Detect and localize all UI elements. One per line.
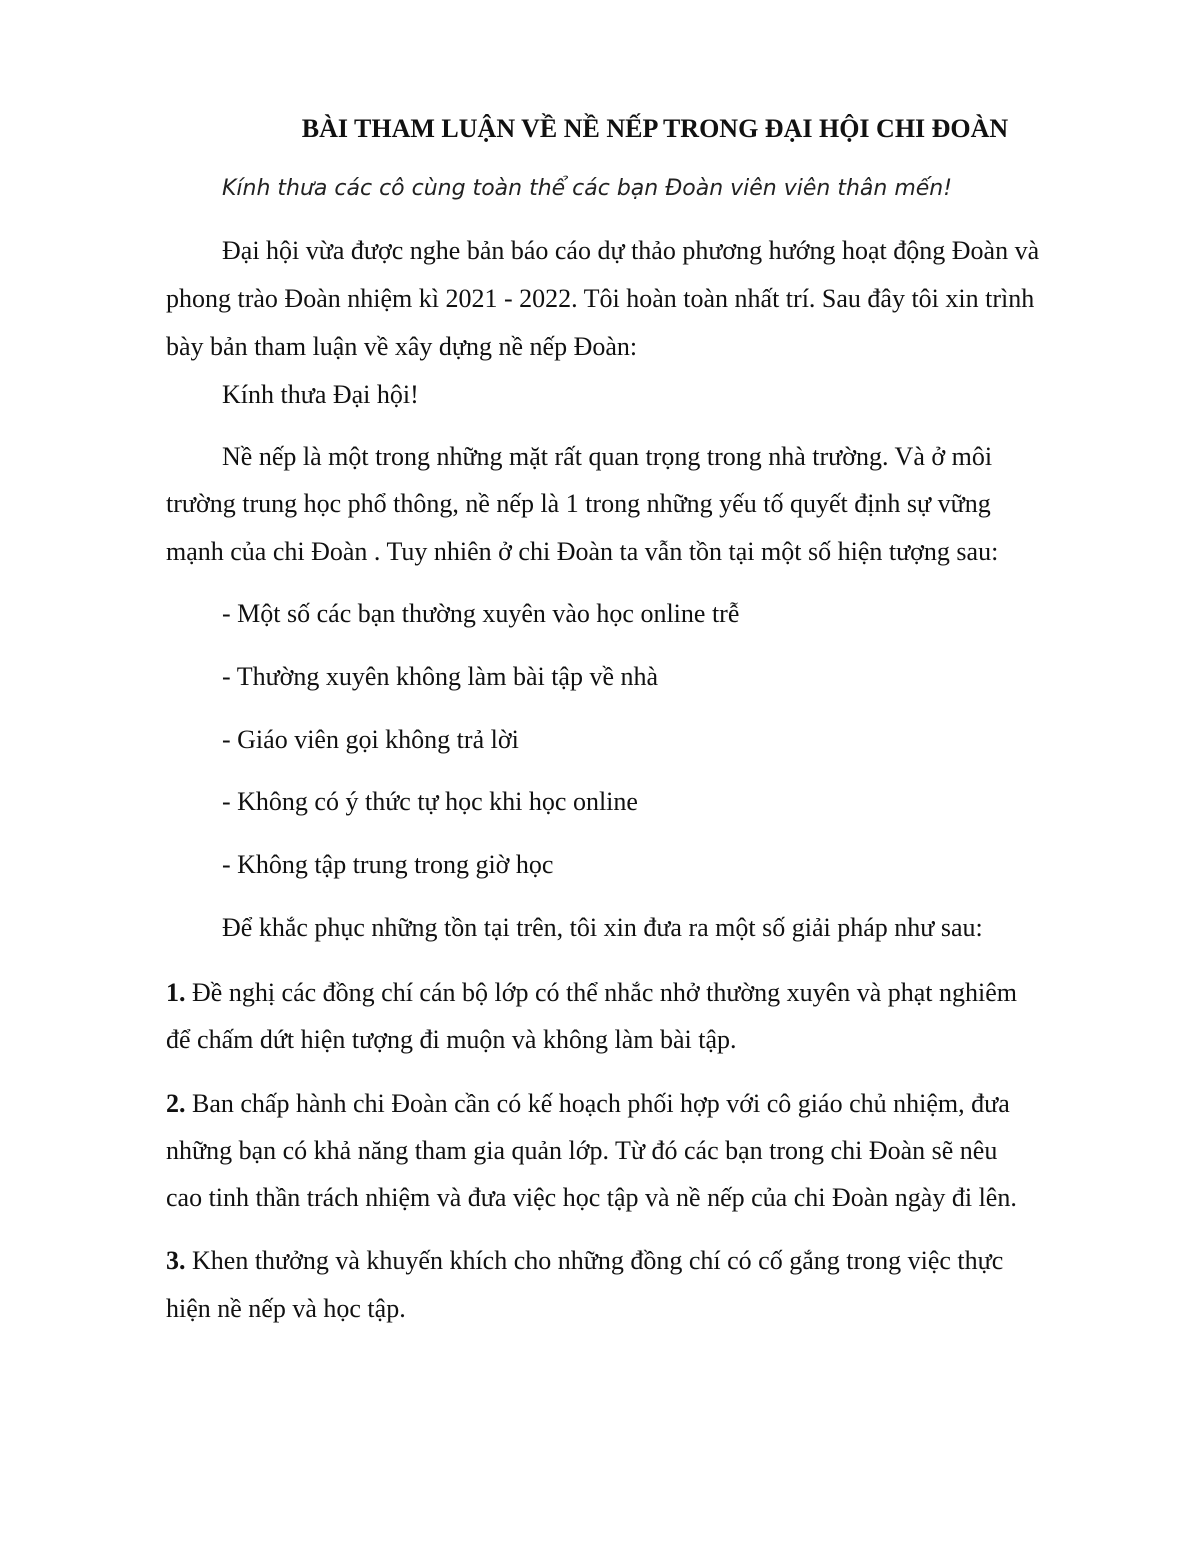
solution-2-line-3: cao tinh thần trách nhiệm và đưa việc học tập và nề nếp của chi Đoàn ngày đi lên.	[166, 1183, 1017, 1212]
issue-item-2: - Thường xuyên không làm bài tập về nhà	[222, 662, 659, 691]
solutions-intro-line: Để khắc phục những tồn tại trên, tôi xin đưa ra một số giải pháp như sau:	[222, 913, 983, 942]
solution-1-line-2: để chấm dứt hiện tượng đi muộn và không làm bài tập.	[166, 1025, 737, 1054]
solution-3-number: 3.	[166, 1246, 186, 1275]
solution-3-text: Khen thưởng và khuyến khích cho những đồng chí có cố gắng trong việc thực	[185, 1246, 1004, 1275]
issue-item-4: - Không có ý thức tự học khi học online	[222, 787, 638, 816]
salutation-line: Kính thưa các cô cùng toàn thể các bạn Đoàn viên viên thân mến!	[222, 176, 953, 201]
intro-line-1: Đại hội vừa được nghe bản báo cáo dự thảo phương hướng hoạt động Đoàn và	[222, 236, 1040, 265]
solution-2-line-1	[166, 1091, 1010, 1117]
greeting-line: Kính thưa Đại hội!	[222, 380, 419, 409]
solution-2-text: Ban chấp hành chi Đoàn cần có kế hoạch phối hợp với cô giáo chủ nhiệm, đưa	[185, 1089, 1010, 1118]
solution-3-line-1	[166, 1248, 1003, 1274]
issue-item-3: - Giáo viên gọi không trả lời	[222, 725, 519, 754]
solution-2-line-2: những bạn có khả năng tham gia quản lớp. Từ đó các bạn trong chi Đoàn sẽ nêu	[166, 1136, 998, 1165]
solution-2-number: 2.	[166, 1089, 186, 1118]
issue-item-5: - Không tập trung trong giờ học	[222, 850, 554, 879]
context-line-3: mạnh của chi Đoàn . Tuy nhiên ở chi Đoàn ta vẫn tồn tại một số hiện tượng sau:	[166, 537, 999, 566]
solution-1-number: 1.	[166, 978, 186, 1007]
context-line-2: trường trung học phổ thông, nề nếp là 1 trong những yếu tố quyết định sự vững	[166, 489, 991, 518]
intro-line-3: bày bản tham luận về xây dựng nề nếp Đoàn:	[166, 332, 638, 361]
document-title: BÀI THAM LUẬN VỀ NỀ NẾP TRONG ĐẠI HỘI CHI ĐOÀN	[301, 114, 1009, 143]
solution-1-text: Đề nghị các đồng chí cán bộ lớp có thể nhắc nhở thường xuyên và phạt nghiêm	[185, 978, 1018, 1007]
context-line-1: Nề nếp là một trong những mặt rất quan trọng trong nhà trường. Và ở môi	[222, 442, 993, 471]
issue-item-1: - Một số các bạn thường xuyên vào học online trễ	[222, 599, 740, 628]
solution-1-line-1	[166, 980, 1017, 1006]
solution-3-line-2: hiện nề nếp và học tập.	[166, 1294, 406, 1323]
intro-line-2: phong trào Đoàn nhiệm kì 2021 - 2022. Tôi hoàn toàn nhất trí. Sau đây tôi xin trình	[166, 284, 1035, 313]
